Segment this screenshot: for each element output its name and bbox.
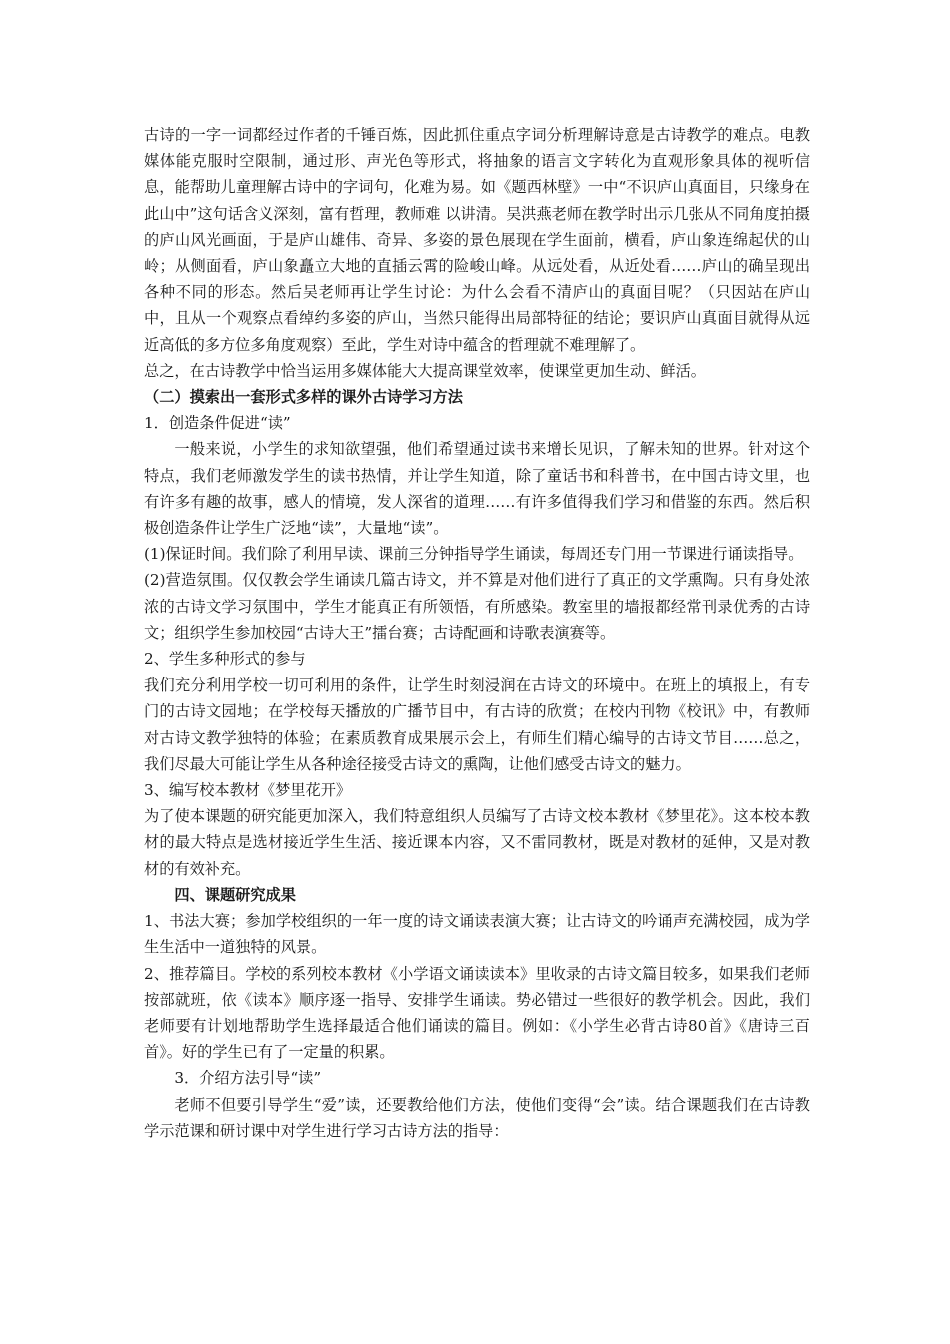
paragraph-recommend-titles: 2、推荐篇目。学校的系列校本教材《小学语文诵读读本》里收录的古诗文篇目较多，如果我们老师按部就班，依《读本》顺序逐一指导、安排学生诵读。势必错过一些很好的教学机会。因此，我们老师要有计划地帮助学生选择最适合他们诵读的篇目。例如：《小学生必背古诗80首》《唐诗三百首》。好的学生已有了一定量的积累。 — [144, 964, 810, 1062]
subheading-participation: 2、学生多种形式的参与 — [144, 650, 306, 669]
paragraph-calligraphy-contest: 1、书法大赛；参加学校组织的一年一度的诗文诵读表演大赛；让古诗文的吟诵声充满校园，成为学生生活中一道独特的风景。 — [144, 912, 810, 957]
paragraph-school-resources: 我们充分利用学校一切可利用的条件，让学生时刻浸润在古诗文的环境中。在班上的填报上，有专门的古诗文园地；在学校每天播放的广播节目中，有古诗的欣赏；在校内刊物《校讯》中，有教师对古诗文教学独特的体验；在素质教育成果展示会上，有师生们精心编导的古诗文节目……总之，我们尽最大可能让学生从各种途径接受古诗文的熏陶，让他们感受古诗文的魅力。 — [144, 676, 810, 773]
paragraph-create-atmosphere: (2)营造氛围。仅仅教会学生诵读几篇古诗文，并不算是对他们进行了真正的文学熏陶。只有身处浓浓的古诗文学习氛围中，学生才能真正有所领悟，有所感染。教室里的墙报都经常刊录优秀的古诗文；组织学生参加校园“古诗大王”擂台赛；古诗配画和诗歌表演赛等。 — [144, 571, 810, 642]
subheading-create-conditions: 1．创造条件促进“读” — [144, 414, 291, 433]
paragraph-teaching-methods: 老师不但要引导学生“爱”读，还要教给他们方法，使他们变得“会”读。结合课题我们在古诗教学示范课和研讨课中对学生进行学习古诗方法的指导： — [144, 1095, 810, 1140]
subheading-introduce-methods: 3．介绍方法引导“读” — [174, 1069, 322, 1088]
section-heading-results: 四、课题研究成果 — [174, 885, 296, 904]
paragraph-poetry-media: 古诗的一字一词都经过作者的千锤百炼，因此抓住重点字词分析理解诗意是古诗教学的难点。电教媒体能克服时空限制，通过形、声光色等形式，将抽象的语言文字转化为直观形象具体的视听信息，能帮助儿童理解古诗中的字词句，化难为易。如《题西林壁》一中“不识庐山真面目，只缘身在此山中”这句话含义深刻，富有哲理，教师难 以讲清。吴洪燕老师在教学时出示几张从不同角度拍摄的庐山风光画面，于是庐山雄伟、奇异、多姿的景色展现在学生面前，横看，庐山象连绵起伏的山岭；从侧面看，庐山象矗立大地的直插云霄的险峻山峰。从远处看，从近处看……庐山的确呈现出各种不同的形态。然后吴老师再让学生讨论：为什么会看不清庐山的真面目呢？（只因站在庐山中，且从一个观察点看绰约多姿的庐山，当然只能得出局部特征的结论；要识庐山真面目就得从远近高低的多方位多角度观察）至此，学生对诗中蕴含的哲理就不难理解了。 — [144, 126, 810, 354]
document-page — [144, 122, 810, 1144]
paragraph-ensure-time: (1)保证时间。我们除了利用早读、课前三分钟指导学生诵读，每周还专门用一节课进行诵读指导。 — [144, 545, 804, 564]
paragraph-reading-interest: 一般来说，小学生的求知欲望强，他们希望通过读书来增长见识，了解未知的世界。针对这个特点，我们老师激发学生的读书热情，并让学生知道，除了童话书和科普书，在中国古诗文里，也有许多有趣的故事，感人的情境，发人深省的道理……有许多值得我们学习和借鉴的东西。然后积极创造条件让学生广泛地“读”，大量地“读”。 — [144, 440, 810, 538]
paragraph-summary: 总之，在古诗教学中恰当运用多媒体能大大提高课堂效率，使课堂更加生动、鲜活。 — [144, 361, 706, 380]
paragraph-textbook-detail: 为了使本课题的研究能更加深入，我们特意组织人员编写了古诗文校本教材《梦里花》。这本校本教材的最大特点是选材接近学生生活、接近课本内容，又不雷同教材，既是对教材的延伸，又是对教材的有效补充。 — [144, 807, 810, 878]
subheading-school-textbook: 3、编写校本教材《梦里花开》 — [144, 781, 352, 800]
section-heading-methods: （二）摸索出一套形式多样的课外古诗学习方法 — [144, 388, 463, 407]
